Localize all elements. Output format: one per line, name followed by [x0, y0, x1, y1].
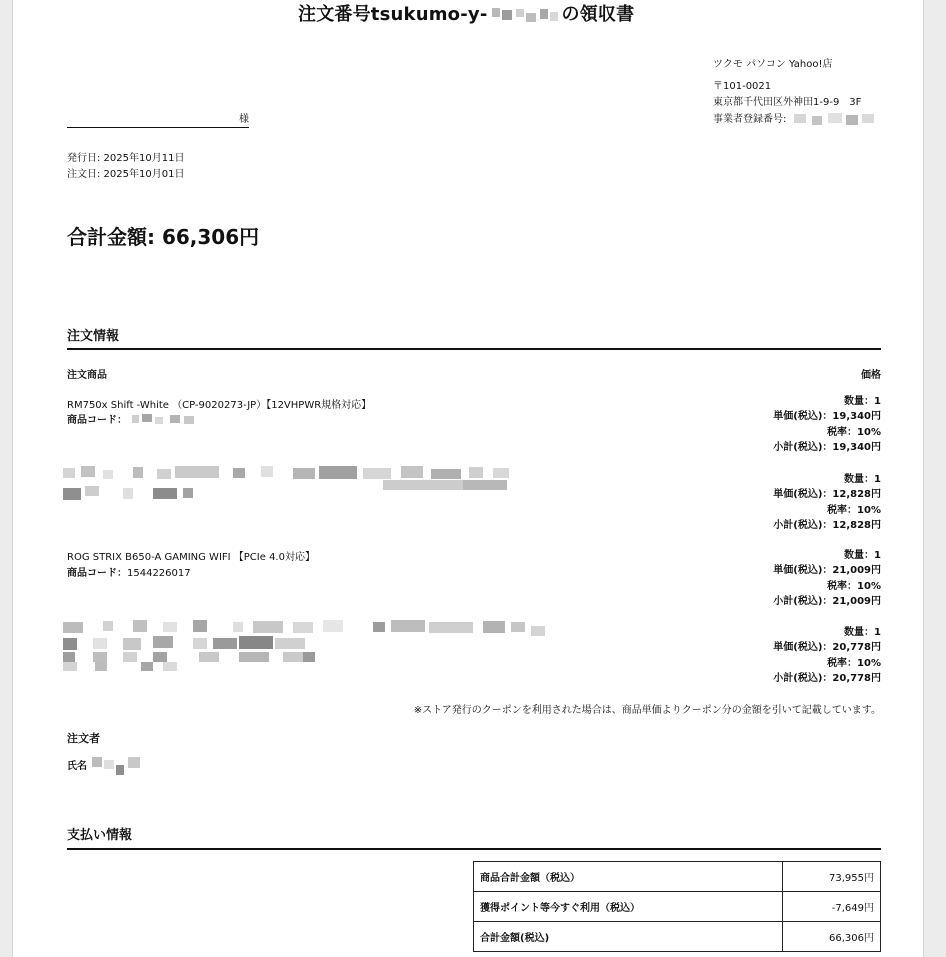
item-1-qty: 数量：1	[844, 396, 881, 407]
item-3-code-label: 商品コード：	[67, 568, 127, 579]
item-3-qty: 数量：1	[844, 550, 881, 561]
grand-total: 合計金額: 66,306円	[67, 225, 260, 249]
redacted-orderer-name	[90, 757, 144, 775]
item-2-unit-price: 単価(税込)：12,828円	[773, 489, 881, 501]
payment-row-label: 商品合計金額（税込）	[474, 862, 783, 892]
item-3-price-block	[773, 548, 881, 610]
item-3-tax-rate: 税率：10%	[827, 580, 881, 592]
payment-row-value: 66,306円	[783, 922, 881, 952]
coupon-note: ※ストア発行のクーポンを利用された場合は、商品単価よりクーポン分の金額を引いて記載しています。	[413, 705, 881, 716]
seller-address: 東京都千代田区外神田1-9-9 3F	[713, 97, 862, 108]
item-4-price-block	[773, 625, 881, 687]
payment-heading: 支払い情報	[67, 828, 133, 843]
item-3-subtotal: 小計(税込)：21,009円	[773, 596, 881, 608]
item-3-unit-price: 単価(税込)：21,009円	[773, 565, 881, 577]
redacted-order-number	[488, 5, 562, 23]
dates-block	[67, 151, 184, 183]
order-date: 注文日: 2025年10月01日	[67, 169, 185, 180]
receipt-page	[12, 0, 924, 957]
order-info-heading: 注文情報	[67, 329, 120, 344]
redacted-item-4-name	[63, 620, 553, 672]
item-3-name: ROG STRIX B650-A GAMING WIFI 【PCIe 4.0対応】	[67, 552, 315, 563]
order-info-divider	[67, 348, 881, 350]
payment-divider	[67, 848, 881, 850]
orderer-name-label: 氏名	[67, 761, 87, 772]
item-4-tax-rate: 税率：10%	[827, 657, 881, 669]
orderer-heading: 注文者	[67, 732, 100, 745]
item-3-code-value: 1544226017	[127, 568, 191, 579]
payment-table	[473, 861, 881, 952]
redacted-item-1-code	[130, 413, 200, 425]
orderer-name-row	[67, 757, 144, 775]
item-2-subtotal: 小計(税込)：12,828円	[773, 520, 881, 532]
payment-row-label: 獲得ポイント等今すぐ利用（税込）	[474, 892, 783, 922]
payment-row	[474, 922, 881, 952]
issue-date: 発行日: 2025年10月11日	[67, 153, 185, 164]
redacted-item-2-name	[63, 466, 513, 502]
item-2-tax-rate: 税率：10%	[827, 504, 881, 516]
item-2-qty: 数量：1	[844, 474, 881, 485]
item-3-code	[67, 564, 191, 579]
title-prefix: 注文番号tsukumo-y-	[298, 4, 488, 25]
item-1-name: RM750x Shift -White （CP-9020273-JP）【12VHPWR規格対応】	[67, 400, 372, 411]
item-4-unit-price: 単価(税込)：20,778円	[773, 642, 881, 654]
payment-row-label: 合計金額(税込)	[474, 922, 783, 952]
seller-block	[713, 57, 878, 128]
payment-row	[474, 862, 881, 892]
item-1-unit-price: 単価(税込)：19,340円	[773, 411, 881, 423]
seller-postal: 〒101-0021	[713, 81, 772, 92]
redacted-registration-number	[790, 111, 878, 125]
item-4-qty: 数量：1	[844, 627, 881, 638]
payment-row-value: -7,649円	[783, 892, 881, 922]
item-1-price-block	[773, 394, 881, 456]
col-item-header: 注文商品	[67, 370, 107, 381]
item-2-price-block	[773, 472, 881, 534]
item-1-subtotal: 小計(税込)：19,340円	[773, 442, 881, 454]
registration-label: 事業者登録番号:	[713, 114, 787, 125]
payment-row	[474, 892, 881, 922]
item-1-code	[67, 411, 200, 426]
payment-row-value: 73,955円	[783, 862, 881, 892]
seller-name: ツクモ パソコン Yahoo!店	[713, 59, 833, 70]
addressee-line	[67, 110, 249, 128]
item-4-subtotal: 小計(税込)：20,778円	[773, 673, 881, 685]
title-suffix: の領収書	[561, 4, 635, 25]
item-1-tax-rate: 税率：10%	[827, 426, 881, 438]
honorific: 様	[239, 114, 249, 125]
item-1-code-label: 商品コード：	[67, 415, 127, 426]
col-price-header: 価格	[861, 370, 881, 381]
receipt-title	[298, 0, 634, 26]
